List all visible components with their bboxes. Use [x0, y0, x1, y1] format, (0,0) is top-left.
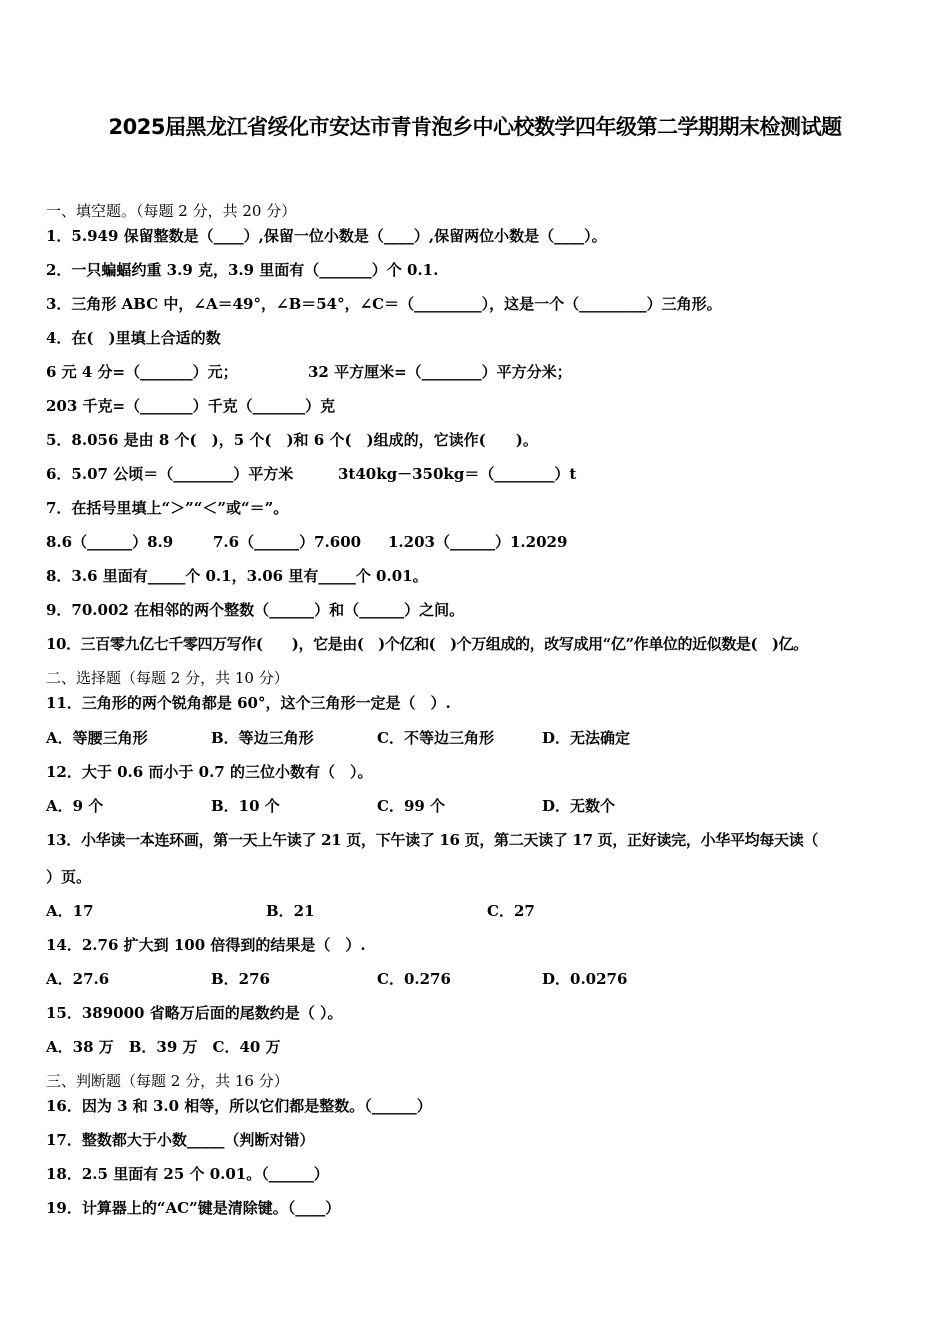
question-4: 4．在( )里填上合适的数 — [46, 329, 221, 347]
question-9: 9．70.002 在相邻的两个整数（______）和（______）之间。 — [46, 601, 465, 619]
option-a: A．17 — [46, 902, 94, 920]
question-11: 11．三角形的两个锐角都是 60°，这个三角形一定是（ ）. — [46, 694, 451, 712]
question-2: 2．一只蝙蝠约重 3.9 克，3.9 里面有（_______）个 0.1. — [46, 261, 439, 279]
question-18: 18．2.5 里面有 25 个 0.01。（______） — [46, 1165, 329, 1183]
question-4-part-c: 203 千克=（_______）千克（_______）克 — [46, 397, 336, 415]
option-d: D．0.0276 — [542, 970, 628, 988]
question-7-item-c: 1.203（______）1.2029 — [388, 533, 568, 551]
option-b: B．21 — [266, 902, 315, 920]
option-a: A．9 个 — [46, 797, 104, 815]
section-heading-fill-blank: 一、填空题。（每题 2 分，共 20 分） — [46, 202, 297, 220]
question-6-part-b: 3t40kg－350kg＝（________）t — [338, 465, 577, 483]
question-12: 12．大于 0.6 而小于 0.7 的三位小数有（ ）。 — [46, 763, 373, 781]
section-heading-true-false: 三、判断题（每题 2 分，共 16 分） — [46, 1072, 289, 1090]
question-8: 8．3.6 里面有_____个 0.1，3.06 里有_____个 0.01。 — [46, 567, 428, 585]
option-c: C．不等边三角形 — [377, 729, 494, 747]
question-1: 1．5.949 保留整数是（____）,保留一位小数是（____）,保留两位小数是（____）。 — [46, 227, 607, 245]
question-13: 13．小华读一本连环画，第一天上午读了 21 页，下午读了 16 页，第二天读了 17 页，正好读完，小华平均每天读（ — [46, 831, 819, 849]
question-7-item-b: 7.6（______）7.600 — [213, 533, 362, 551]
question-3: 3．三角形 ABC 中，∠A＝49°，∠B＝54°，∠C＝（_________），这是一个（_________）三角形。 — [46, 295, 722, 313]
question-7: 7．在括号里填上“＞”“＜”或“＝”。 — [46, 499, 289, 517]
question-4-part-b: 32 平方厘米=（________）平方分米； — [308, 363, 572, 381]
question-7-item-a: 8.6（______）8.9 — [46, 533, 174, 551]
option-c: C．0.276 — [377, 970, 451, 988]
option-b: B．276 — [211, 970, 270, 988]
question-6-part-a: 6．5.07 公顷＝（________）平方米 — [46, 465, 294, 483]
option-a: A．等腰三角形 — [46, 729, 148, 747]
question-14: 14．2.76 扩大到 100 倍得到的结果是（ ）. — [46, 936, 366, 954]
question-19: 19．计算器上的“AC”键是清除键。（____） — [46, 1199, 341, 1217]
question-4-part-a: 6 元 4 分=（_______）元； — [46, 363, 238, 381]
page-title: 2025届黑龙江省绥化市安达市青肯泡乡中心校数学四年级第二学期期末检测试题 — [108, 115, 842, 139]
option-c: C．99 个 — [377, 797, 446, 815]
option-b: B．等边三角形 — [211, 729, 314, 747]
option-b: B．10 个 — [211, 797, 280, 815]
question-17: 17．整数都大于小数_____（判断对错） — [46, 1131, 315, 1149]
option-c: C．27 — [487, 902, 535, 920]
question-15: 15．389000 省略万后面的尾数约是（ ）。 — [46, 1004, 343, 1022]
question-10: 10．三百零九亿七千零四万写作( )，它是由( )个亿和( )个万组成的，改写成用“亿”作单位的近似数是( )亿。 — [46, 635, 808, 653]
question-16: 16．因为 3 和 3.0 相等，所以它们都是整数。（______） — [46, 1097, 432, 1115]
question-15-options: A．38 万 B．39 万 C．40 万 — [46, 1038, 281, 1056]
section-heading-multiple-choice: 二、选择题（每题 2 分，共 10 分） — [46, 669, 289, 687]
option-d: D．无数个 — [542, 797, 616, 815]
option-a: A．27.6 — [46, 970, 110, 988]
question-13-continued: ）页。 — [46, 868, 92, 886]
question-5: 5．8.056 是由 8 个( )，5 个( )和 6 个( )组成的，它读作( )。 — [46, 431, 538, 449]
option-d: D．无法确定 — [542, 729, 631, 747]
